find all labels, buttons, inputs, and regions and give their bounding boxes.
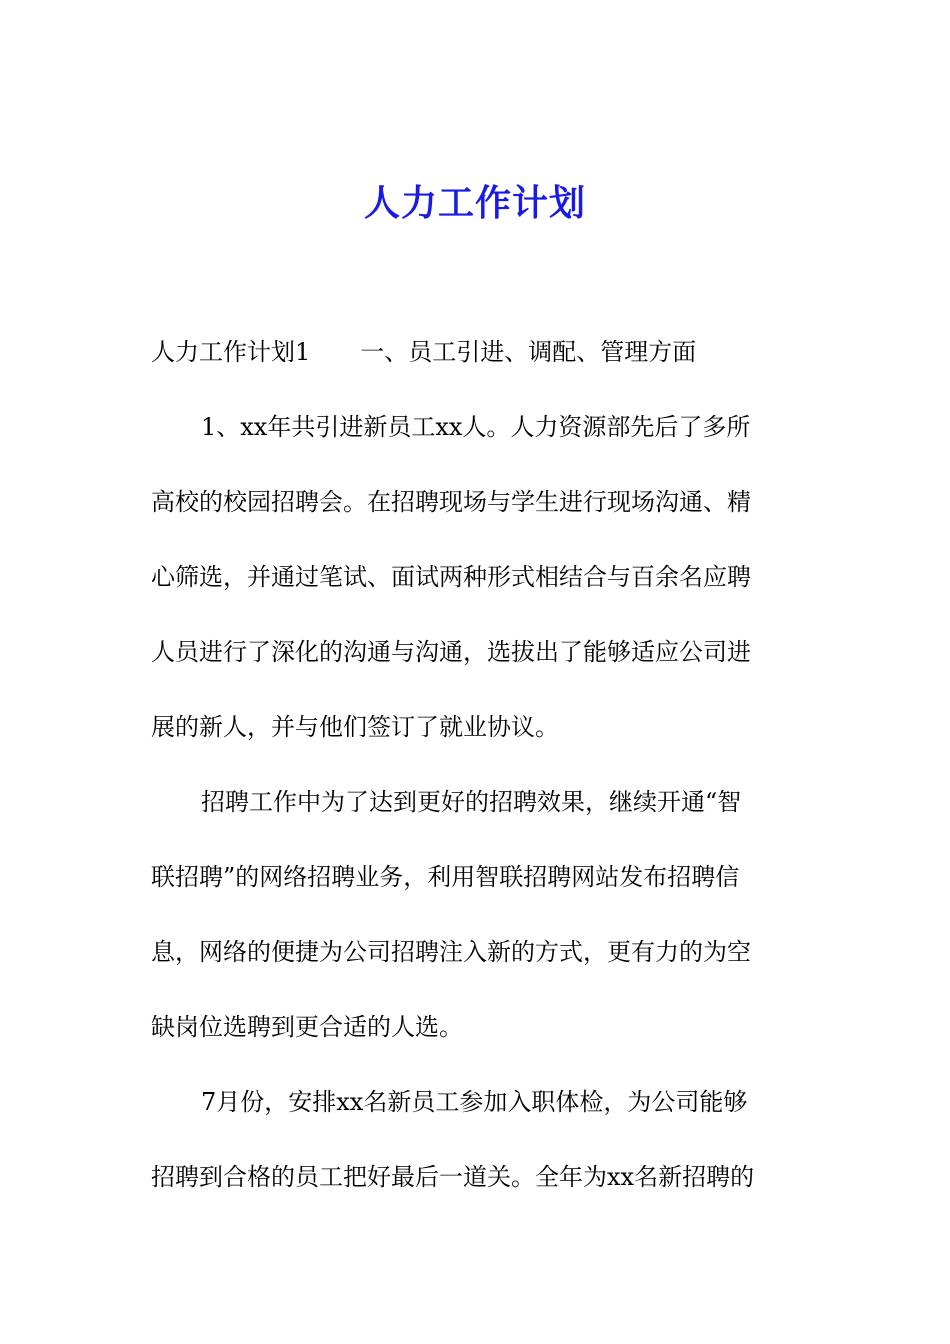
paragraph-line: 心筛选，并通过笔试、面试两种形式相结合与百余名应聘	[151, 563, 751, 591]
paragraph-line: 人员进行了深化的沟通与沟通，选拔出了能够适应公司进	[151, 638, 751, 666]
paragraph-line: 高校的校园招聘会。在招聘现场与学生进行现场沟通、精	[151, 488, 751, 516]
paragraph-line: 息，网络的便捷为公司招聘注入新的方式，更有力的为空	[151, 938, 751, 966]
paragraph-line: 招聘工作中为了达到更好的招聘效果，继续开通“智	[201, 788, 742, 816]
plan-heading: 人力工作计划1	[151, 338, 311, 366]
document-body	[151, 327, 799, 1227]
paragraph-line: 展的新人，并与他们签订了就业协议。	[151, 713, 559, 741]
section-heading-line	[151, 327, 799, 377]
section-heading: 一、员工引进、调配、管理方面	[360, 338, 697, 366]
paragraph-line: 7月份，安排xx名新员工参加入职体检，为公司能够	[201, 1088, 748, 1116]
paragraph-line: 联招聘”的网络招聘业务，利用智联招聘网站发布招聘信	[151, 863, 740, 891]
paragraph-line: 招聘到合格的员工把好最后一道关。全年为xx名新招聘的	[151, 1163, 755, 1191]
paragraph-line: 1、xx年共引进新员工xx人。人力资源部先后了多所	[201, 413, 751, 441]
document-title: 人力工作计划	[363, 182, 586, 224]
paragraph-line: 缺岗位选聘到更合适的人选。	[151, 1013, 463, 1041]
